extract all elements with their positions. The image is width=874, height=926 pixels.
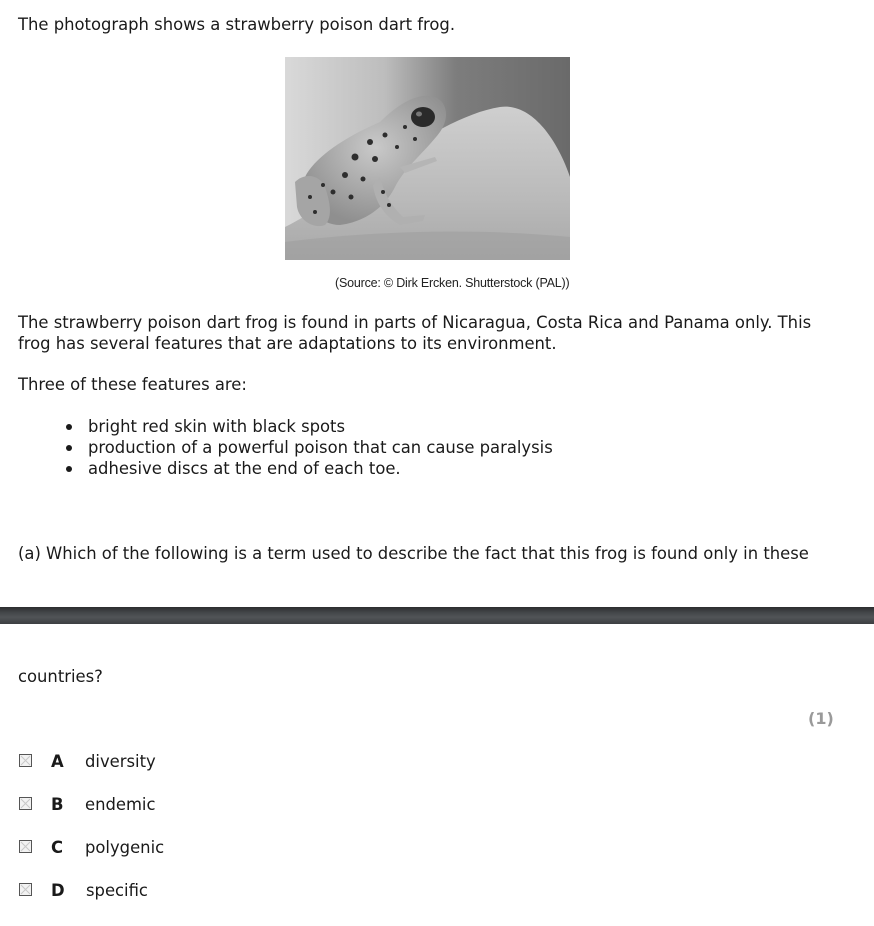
checkbox-d[interactable] xyxy=(19,883,32,896)
feature-item xyxy=(62,416,553,437)
intro-text: The photograph shows a strawberry poison dart frog. xyxy=(18,15,456,34)
checkbox-c[interactable] xyxy=(19,840,32,853)
marks-label: (1) xyxy=(808,709,834,728)
option-text: endemic xyxy=(85,795,156,814)
feature-text: bright red skin with black spots xyxy=(88,417,346,436)
option-a[interactable] xyxy=(19,751,319,773)
option-letter: D xyxy=(51,881,65,900)
paragraph-line-1: The strawberry poison dart frog is found in parts of Nicaragua, Costa Rica and Panama only. This xyxy=(18,313,812,332)
option-letter: A xyxy=(51,752,64,771)
option-c[interactable] xyxy=(19,837,319,859)
photo-caption: (Source: © Dirk Ercken. Shutterstock (PAL)) xyxy=(335,276,570,290)
option-d[interactable] xyxy=(19,880,319,902)
option-text: diversity xyxy=(85,752,156,771)
frog-photo-icon xyxy=(285,57,570,260)
features-intro: Three of these features are: xyxy=(18,375,247,394)
checkbox-cross-icon xyxy=(20,755,31,766)
checkbox-cross-icon xyxy=(20,841,31,852)
option-text: polygenic xyxy=(85,838,165,857)
feature-item xyxy=(62,458,553,479)
page-break-divider xyxy=(0,607,874,624)
bullet-icon xyxy=(66,424,72,430)
checkbox-cross-icon xyxy=(20,884,31,895)
frog-photograph xyxy=(285,57,570,260)
option-text: specific xyxy=(86,881,148,900)
feature-text: adhesive discs at the end of each toe. xyxy=(88,459,401,478)
checkbox-b[interactable] xyxy=(19,797,32,810)
feature-item xyxy=(62,437,553,458)
checkbox-cross-icon xyxy=(20,798,31,809)
bullet-icon xyxy=(66,445,72,451)
bullet-icon xyxy=(66,466,72,472)
question-text-continued: countries? xyxy=(18,667,103,686)
option-b[interactable] xyxy=(19,794,319,816)
option-letter: B xyxy=(51,795,64,814)
option-letter: C xyxy=(51,838,64,857)
checkbox-a[interactable] xyxy=(19,754,32,767)
paragraph-line-2: frog has several features that are adaptations to its environment. xyxy=(18,334,557,353)
features-list xyxy=(62,416,553,479)
question-text: (a) Which of the following is a term used to describe the fact that this frog is found only in these xyxy=(18,544,809,563)
feature-text: production of a powerful poison that can cause paralysis xyxy=(88,438,553,457)
